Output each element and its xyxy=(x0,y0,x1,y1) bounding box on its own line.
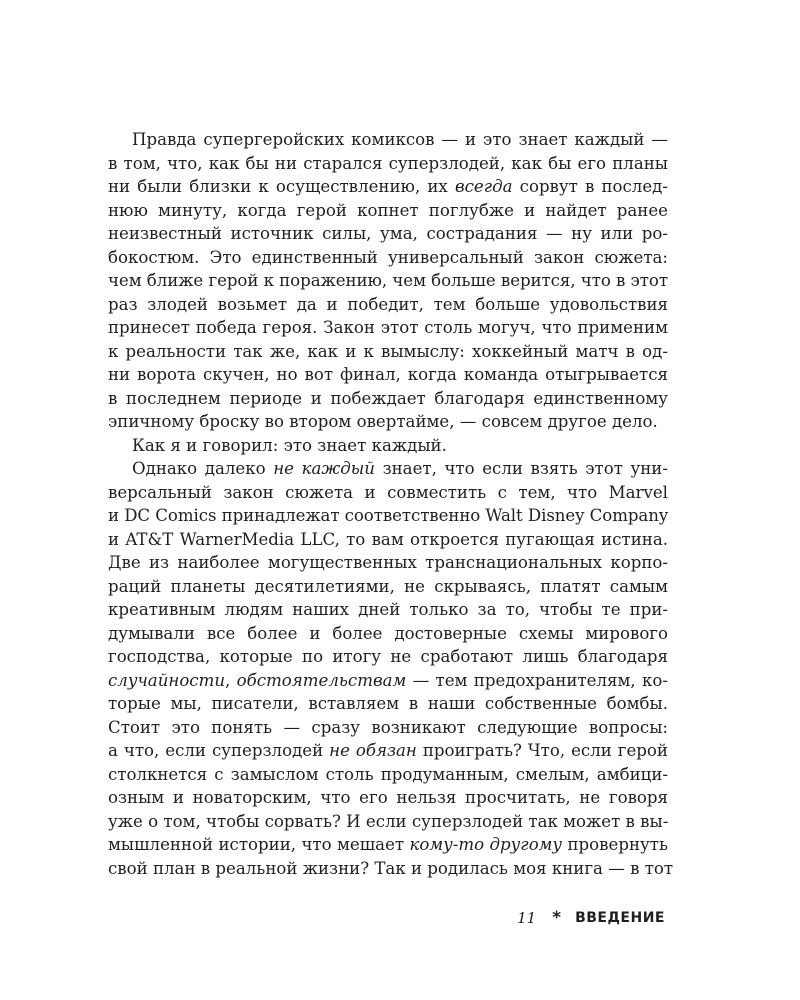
text-line xyxy=(108,293,668,317)
page-footer xyxy=(517,908,665,928)
text-segment: версальный закон сюжета и совместить с тем, что Marvel xyxy=(108,482,668,502)
text-segment: нюю минуту, когда герой копнет поглубже и найдет ранее xyxy=(108,200,668,220)
text-segment: к реальности так же, как и к вымыслу: хоккейный матч в од- xyxy=(108,341,668,361)
text-segment: раз злодей возьмет да и победит, тем больше удовольствия xyxy=(108,294,668,314)
text-line xyxy=(108,410,668,434)
italic-text: обстоятельствам xyxy=(236,670,407,690)
book-page-text xyxy=(108,128,674,880)
text-line xyxy=(108,340,668,364)
text-segment: , xyxy=(225,670,237,690)
text-line xyxy=(108,481,668,505)
text-segment: сорвут в послед- xyxy=(512,177,668,196)
text-segment: раций планеты десятилетиями, не скрываясь, платят самым xyxy=(108,576,668,596)
text-segment: торые мы, писатели, вставляем в наши собственные бомбы. xyxy=(108,694,668,713)
text-segment: а что, если суперзлодей xyxy=(108,741,330,760)
text-segment: столкнется с замыслом столь продуманным, смелым, амбици- xyxy=(108,764,668,784)
text-line xyxy=(108,504,668,528)
text-segment: думывали все более и более достоверные схемы мирового xyxy=(108,623,668,643)
italic-text: кому-то другому xyxy=(409,835,563,854)
text-segment: бокостюм. Это единственный универсальный закон сюжета: xyxy=(108,247,668,267)
text-segment: — тем предохранителям, ко- xyxy=(406,670,668,690)
text-line xyxy=(108,269,668,293)
text-line xyxy=(108,222,668,246)
text-segment: провернуть xyxy=(562,835,668,854)
text-segment: ни ворота скучен, но вот финал, когда команда отыгрывается xyxy=(108,365,668,384)
text-segment: чем ближе герой к поражению, чем больше верится, что в этот xyxy=(108,271,668,290)
text-line xyxy=(108,551,668,575)
text-line xyxy=(108,363,668,387)
text-segment: и DC Comics принадлежат соответственно Walt Disney Company xyxy=(108,506,669,525)
text-line xyxy=(108,199,668,223)
text-line xyxy=(108,763,668,787)
text-segment: креативным людям наших дней только за то, чтобы те при- xyxy=(108,600,668,619)
text-line xyxy=(108,152,668,176)
section-title: ВВЕДЕНИЕ xyxy=(575,910,665,926)
italic-text: всегда xyxy=(454,177,513,196)
text-segment: свой план в реальной жизни? Так и родилась моя книга — в тот xyxy=(108,858,674,878)
text-line xyxy=(108,716,668,740)
text-segment: в том, что, как бы ни старался суперзлодей, как бы его планы xyxy=(108,153,668,173)
text-line xyxy=(108,622,668,646)
star-icon: * xyxy=(552,908,562,928)
text-segment: Стоит это понять — сразу возникают следующие вопросы: xyxy=(108,717,668,737)
text-line xyxy=(108,669,668,693)
text-line xyxy=(108,316,668,340)
text-segment: уже о том, чтобы сорвать? И если суперзлодей так может в вы- xyxy=(108,811,669,831)
text-line xyxy=(108,434,668,458)
text-segment: принесет победа героя. Закон этот столь могуч, что применим xyxy=(108,318,668,337)
text-line xyxy=(108,598,668,622)
italic-text: не каждый xyxy=(273,459,375,478)
text-line xyxy=(108,857,674,881)
text-segment: Две из наиболее могущественных транснациональных корпо- xyxy=(108,553,668,572)
text-segment: неизвестный источник силы, ума, сострадания — ну или ро- xyxy=(108,224,668,243)
italic-text: случайности xyxy=(108,670,226,690)
text-line xyxy=(108,645,668,669)
text-line xyxy=(108,810,668,834)
text-line xyxy=(108,575,668,599)
text-line xyxy=(108,739,668,763)
text-line xyxy=(108,175,668,199)
text-segment: ни были близки к осуществлению, их xyxy=(108,177,455,196)
text-line xyxy=(108,528,668,552)
text-segment: знает, что если взять этот уни- xyxy=(374,459,668,478)
text-segment: Правда супергеройских комиксов — и это знает каждый — xyxy=(132,130,668,149)
text-line xyxy=(108,692,668,716)
page-number: 11 xyxy=(517,909,537,927)
text-line xyxy=(108,387,668,411)
text-line xyxy=(108,128,668,152)
text-segment: озным и новаторским, что его нельзя просчитать, не говоря xyxy=(108,788,668,807)
text-line xyxy=(108,786,668,810)
italic-text: не обязан xyxy=(329,741,417,760)
text-segment: эпичному броску во втором овертайме, — совсем другое дело. xyxy=(108,412,658,431)
text-segment: господства, которые по итогу не сработают лишь благодаря xyxy=(108,647,668,666)
text-segment: мышленной истории, что мешает xyxy=(108,835,410,854)
text-line xyxy=(108,833,668,857)
text-segment: в последнем периоде и побеждает благодаря единственному xyxy=(108,388,668,408)
text-segment: Как я и говорил: это знает каждый. xyxy=(132,435,447,455)
text-segment: проиграть? Что, если герой xyxy=(416,741,668,760)
text-line xyxy=(108,457,668,481)
text-segment: Однако далеко xyxy=(132,459,274,478)
text-segment: и AT&T WarnerMedia LLC, то вам откроется пугающая истина. xyxy=(108,529,668,549)
text-line xyxy=(108,246,668,270)
